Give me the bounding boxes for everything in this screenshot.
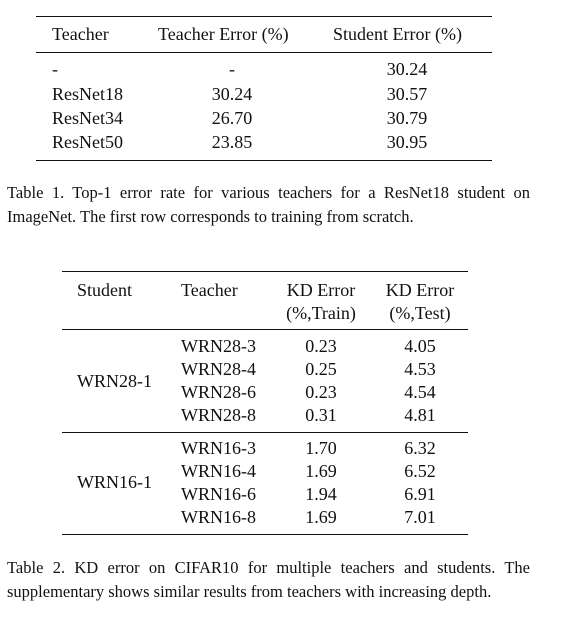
table2-row-teacher: WRN28-4 bbox=[181, 359, 256, 379]
table1-header-teacher: Teacher bbox=[52, 24, 109, 44]
table2-row-kd-train: 1.70 bbox=[305, 438, 337, 458]
table1-row-student-error: 30.79 bbox=[386, 108, 428, 128]
table2-row-teacher: WRN16-6 bbox=[181, 484, 256, 504]
table1-row-teacher: ResNet18 bbox=[52, 84, 123, 104]
table2-header-student: Student bbox=[77, 280, 133, 300]
table2-row-teacher: WRN28-3 bbox=[181, 336, 256, 356]
table2-row-kd-test: 4.53 bbox=[404, 359, 436, 379]
table2-row-kd-test: 4.05 bbox=[404, 336, 436, 356]
table2-row-kd-train: 0.23 bbox=[305, 382, 337, 402]
table1-row-teacher-error: 30.24 bbox=[211, 84, 253, 104]
table1-row-teacher: - bbox=[52, 59, 58, 79]
table2-row-teacher: WRN28-8 bbox=[181, 405, 256, 425]
table1-row-teacher-error: 23.85 bbox=[211, 132, 253, 152]
table2-row-kd-train: 1.69 bbox=[305, 461, 337, 481]
table2-top-rule bbox=[62, 271, 468, 272]
table2-group-rule bbox=[62, 432, 468, 433]
table2-header-kd-train-unit: (%,Train) bbox=[286, 303, 356, 323]
table2-header-kd-test-unit: (%,Test) bbox=[389, 303, 451, 323]
table1-top-rule bbox=[36, 16, 492, 17]
table1-caption: Table 1. Top-1 error rate for various teachers for a ResNet18 student on ImageNet. The first row corresponds to training from scratch. bbox=[7, 183, 530, 226]
table1-header-rule bbox=[36, 52, 492, 53]
table2-row-kd-train: 0.31 bbox=[305, 405, 337, 425]
table2-header-teacher: Teacher bbox=[181, 280, 238, 300]
table1-header-student-error: Student Error (%) bbox=[333, 24, 462, 44]
table2-header-rule bbox=[62, 329, 468, 330]
table2-row-kd-test: 7.01 bbox=[404, 507, 436, 527]
table2-student-label: WRN28-1 bbox=[77, 371, 152, 391]
table2-row-kd-train: 1.69 bbox=[305, 507, 337, 527]
table2-row-kd-test: 6.91 bbox=[404, 484, 436, 504]
table1-header-teacher-error: Teacher Error (%) bbox=[158, 24, 289, 44]
table2-row-teacher: WRN16-3 bbox=[181, 438, 256, 458]
table1-row-teacher: ResNet34 bbox=[52, 108, 123, 128]
table2-bottom-rule bbox=[62, 534, 468, 535]
table2-student-label: WRN16-1 bbox=[77, 472, 152, 492]
table2-row-kd-test: 6.52 bbox=[404, 461, 436, 481]
table2-caption: Table 2. KD error on CIFAR10 for multiple teachers and students. The supplementary shows similar results from teachers with increasing depth. bbox=[7, 558, 530, 601]
table1-row-teacher-error: - bbox=[229, 59, 235, 79]
table1-row-student-error: 30.57 bbox=[386, 84, 428, 104]
table2-row-kd-train: 0.23 bbox=[305, 336, 337, 356]
table2-row-kd-test: 6.32 bbox=[404, 438, 436, 458]
table2-row-kd-test: 4.81 bbox=[404, 405, 436, 425]
table1-row-teacher-error: 26.70 bbox=[211, 108, 253, 128]
table2-row-teacher: WRN28-6 bbox=[181, 382, 256, 402]
table2-row-kd-train: 0.25 bbox=[305, 359, 337, 379]
table1-row-student-error: 30.24 bbox=[386, 59, 428, 79]
table1-bottom-rule bbox=[36, 160, 492, 161]
table2-row-teacher: WRN16-8 bbox=[181, 507, 256, 527]
table2-header-kd-train: KD Error bbox=[286, 280, 356, 300]
table1-row-teacher: ResNet50 bbox=[52, 132, 123, 152]
table2-header-kd-test: KD Error bbox=[385, 280, 455, 300]
table2-row-teacher: WRN16-4 bbox=[181, 461, 256, 481]
table1-row-student-error: 30.95 bbox=[386, 132, 428, 152]
table2-row-kd-train: 1.94 bbox=[305, 484, 337, 504]
table2-row-kd-test: 4.54 bbox=[404, 382, 436, 402]
